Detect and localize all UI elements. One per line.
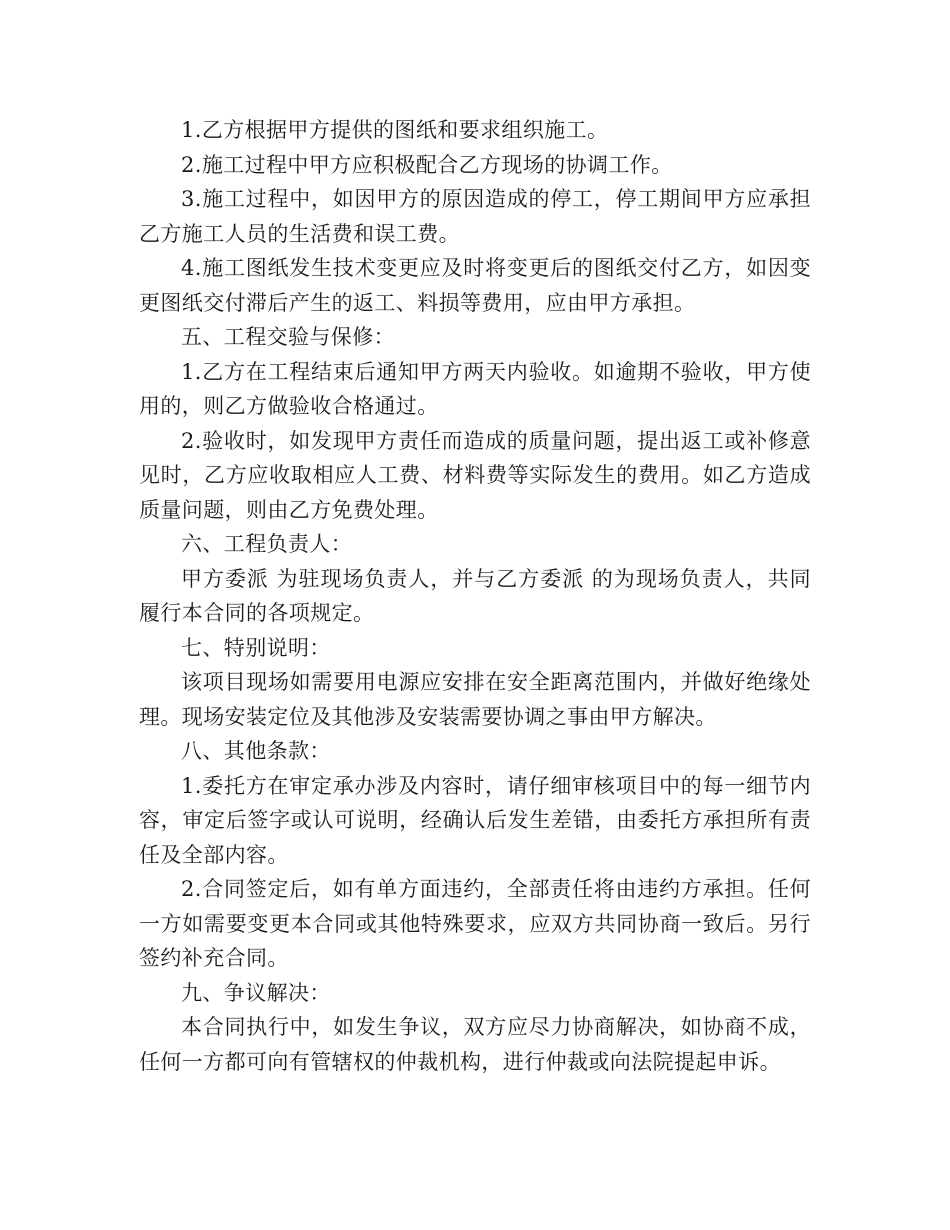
clause-paragraph: 2.施工过程中甲方应积极配合乙方现场的协调工作。 (181, 152, 673, 177)
clause-paragraph: 甲方委派 为驻现场负责人，并与乙方委派 的为现场负责人，共同履行本合同的各项规定。 (139, 566, 811, 625)
clause-paragraph: 本合同执行中，如发生争议，双方应尽力协商解决，如协商不成，任何一方都可向有管辖权的仲裁机构，进行仲裁或向法院提起申诉。 (139, 1015, 811, 1074)
section-heading: 九、争议解决： (181, 980, 331, 1005)
clause-paragraph: 1.乙方在工程结束后通知甲方两天内验收。如逾期不验收，甲方使用的，则乙方做验收合格通过。 (139, 359, 811, 418)
section-heading: 五、工程交验与保修： (181, 325, 395, 349)
clause-paragraph: 2.合同签定后，如有单方面违约，全部责任将由违约方承担。任何一方如需要变更本合同或其他特殊要求，应双方共同协商一致后。另行签约补充合同。 (139, 877, 811, 970)
clause-paragraph: 3.施工过程中，如因甲方的原因造成的停工，停工期间甲方应承担乙方施工人员的生活费和误工费。 (139, 187, 811, 246)
section-heading: 六、工程负责人： (181, 532, 353, 556)
section-heading: 七、特别说明： (181, 635, 331, 660)
section-heading: 八、其他条款： (181, 739, 331, 763)
clause-paragraph: 4.施工图纸发生技术变更应及时将变更后的图纸交付乙方，如因变更图纸交付滞后产生的返工、料损等费用，应由甲方承担。 (139, 256, 811, 315)
clause-paragraph: 1.乙方根据甲方提供的图纸和要求组织施工。 (181, 118, 609, 142)
document-body (139, 113, 811, 1079)
clause-paragraph: 2.验收时，如发现甲方责任而造成的质量问题，提出返工或补修意见时，乙方应收取相应人工费、材料费等实际发生的费用。如乙方造成质量问题，则由乙方免费处理。 (139, 428, 811, 522)
clause-paragraph: 该项目现场如需要用电源应安排在安全距离范围内，并做好绝缘处理。现场安装定位及其他涉及安装需要协调之事由甲方解决。 (139, 670, 811, 729)
clause-paragraph: 1.委托方在审定承办涉及内容时，请仔细审核项目中的每一细节内容，审定后签字或认可说明，经确认后发生差错，由委托方承担所有责任及全部内容。 (139, 773, 811, 867)
